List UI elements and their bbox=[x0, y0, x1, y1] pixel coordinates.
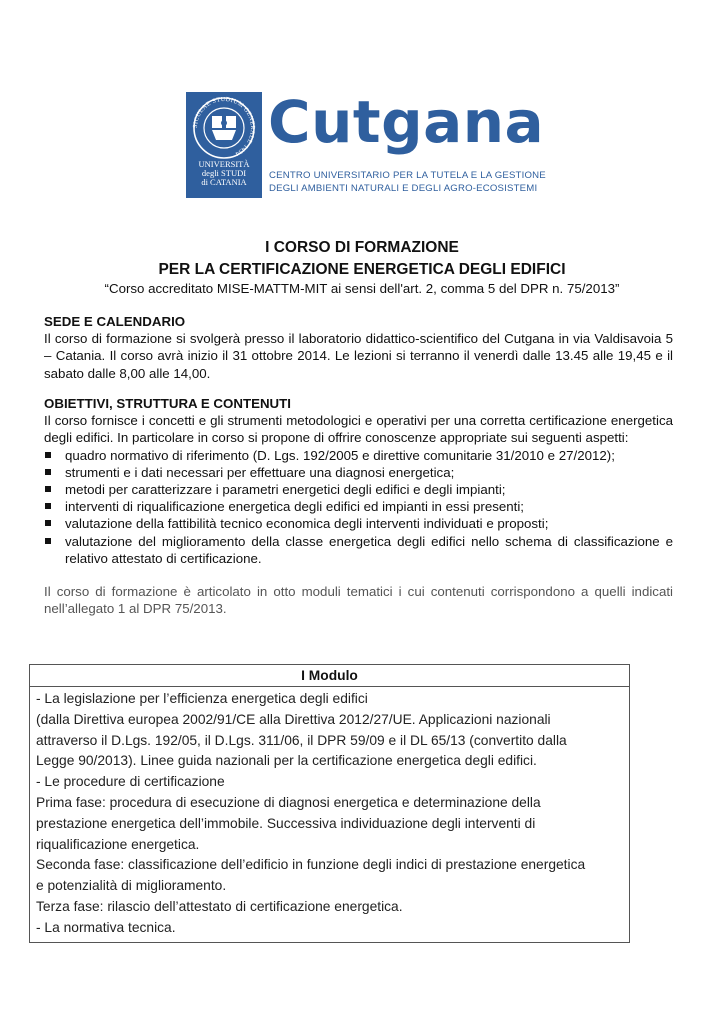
sede-section bbox=[44, 313, 673, 382]
objectives-list bbox=[44, 447, 673, 567]
module-line: Legge 90/2013). Linee guida nazionali per la certificazione energetica degli edifici. bbox=[36, 753, 537, 769]
bullet-icon bbox=[45, 520, 51, 526]
accreditation-note: “Corso accreditato MISE-MATTM-MIT ai sensi dell'art. 2, comma 5 del DPR n. 75/2013” bbox=[104, 281, 620, 296]
module-line: - Le procedure di certificazione bbox=[36, 774, 225, 790]
list-item: valutazione del miglioramento della classe energetica degli edifici nello schema di classificazione e relativo attestato di certificazione. bbox=[44, 533, 673, 567]
module-line: attraverso il D.Lgs. 192/05, il D.Lgs. 311/06, il DPR 59/09 e il DL 65/13 (convertito dalla bbox=[36, 732, 567, 748]
module-line: - La legislazione per l’efficienza energetica degli edifici bbox=[36, 691, 368, 706]
obiettivi-intro: Il corso fornisce i concetti e gli strumenti metodologici e operativi per una corretta certificazione energetica degli edifici. In particolare in corso si propone di offrire conoscenze appropriate sui seguenti aspetti: bbox=[44, 413, 673, 446]
module-title: I Modulo bbox=[30, 665, 629, 687]
bullet-icon bbox=[45, 486, 51, 492]
module-line: - La normativa tecnica. bbox=[36, 919, 176, 935]
list-item: strumenti e i dati necessari per effettuare una diagnosi energetica; bbox=[44, 464, 673, 481]
course-title-subject: PER LA CERTIFICAZIONE ENERGETICA DEGLI EDIFICI bbox=[158, 261, 566, 278]
brand-name: Cutgana bbox=[268, 88, 545, 156]
module-line: e potenzialità di miglioramento. bbox=[36, 878, 227, 894]
modules-note: Il corso di formazione è articolato in otto moduli tematici i cui contenuti corrispondono a quelli indicati nell’allegato 1 al DPR 75/2013. bbox=[44, 584, 673, 617]
brand-subtitle: CENTRO UNIVERSITARIO PER LA TUTELA E LA GESTIONE DEGLI AMBIENTI NATURALI E DEGLI AGRO-ECOSISTEMI bbox=[269, 170, 546, 194]
seal-emblem-icon bbox=[190, 96, 258, 160]
module-table bbox=[29, 664, 630, 943]
list-item: quadro normativo di riferimento (D. Lgs. 192/2005 e direttive comunitarie 31/2010 e 27/2012); bbox=[44, 447, 673, 464]
seal-university-name: UNIVERSITÀ degli STUDI di CATANIA bbox=[198, 159, 250, 187]
obiettivi-heading: OBIETTIVI, STRUTTURA E CONTENUTI bbox=[44, 396, 291, 411]
module-line: Terza fase: rilascio dell’attestato di certificazione energetica. bbox=[36, 898, 403, 914]
list-item: valutazione della fattibilità tecnico economica degli interventi individuati e proposti; bbox=[44, 515, 673, 532]
cutgana-logo bbox=[186, 88, 546, 202]
module-content bbox=[30, 687, 629, 942]
list-item: metodi per caratterizzare i parametri energetici degli edifici e degli impianti; bbox=[44, 481, 673, 498]
module-line: (dalla Direttiva europea 2002/91/CE alla Direttiva 2012/27/UE. Applicazioni nazionali bbox=[36, 711, 551, 727]
bullet-icon bbox=[45, 469, 51, 475]
sede-text: Il corso di formazione si svolgerà presso il laboratorio didattico-scientifico del Cutgana in via Valdisavoia 5 – Catania. Il corso avrà inizio il 31 ottobre 2014. Le lezioni si terranno il venerdì dalle 13.45 alle 19,45 e il sabato dalle 8,00 alle 14,00. bbox=[44, 331, 673, 381]
bullet-icon bbox=[45, 503, 51, 509]
module-line: prestazione energetica dell’immobile. Successiva individuazione degli interventi di bbox=[36, 815, 536, 831]
module-line: Prima fase: procedura di esecuzione di diagnosi energetica e determinazione della bbox=[36, 794, 541, 810]
module-line: Seconda fase: classificazione dell’edificio in funzione degli indici di prestazione energetica bbox=[36, 857, 586, 873]
course-title: I CORSO DI FORMAZIONE bbox=[265, 239, 459, 256]
sede-heading: SEDE E CALENDARIO bbox=[44, 314, 186, 329]
university-seal bbox=[186, 92, 262, 198]
seal-ring-text: SICULAE STUDIUM GENERALE 1434 bbox=[191, 96, 257, 158]
module-line: riqualificazione energetica. bbox=[36, 836, 200, 852]
obiettivi-section bbox=[44, 395, 673, 617]
bullet-icon bbox=[45, 538, 51, 544]
list-item: interventi di riqualificazione energetica degli edifici ed impianti in essi presenti; bbox=[44, 498, 673, 515]
bullet-icon bbox=[45, 452, 51, 458]
